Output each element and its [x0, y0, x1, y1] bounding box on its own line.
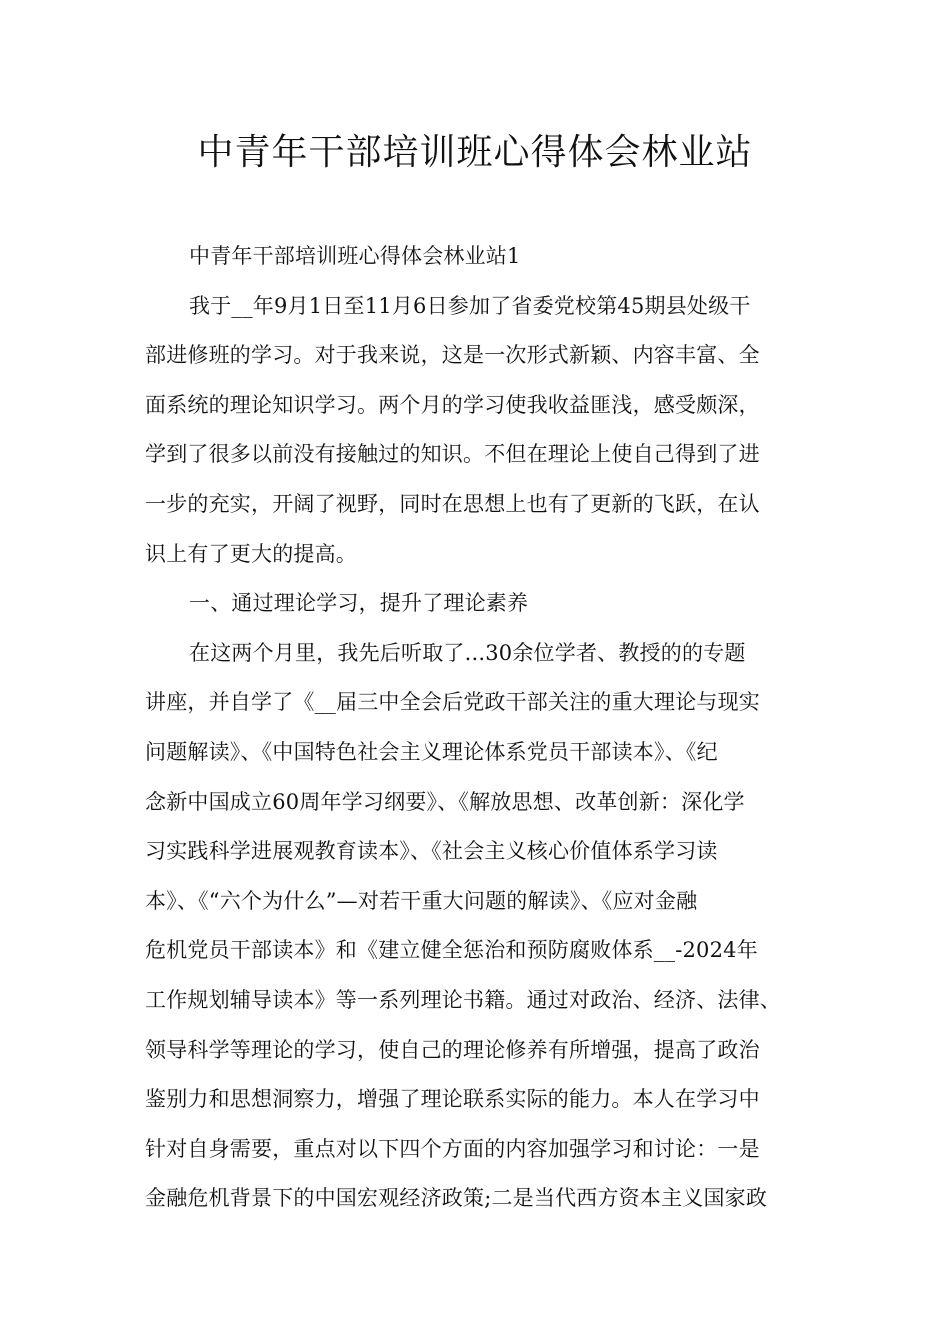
text-line: 讲座，并自学了《__届三中全会后党政干部关注的重大理论与现实	[145, 690, 760, 715]
text-line: 工作规划辅导读本》等一系列理论书籍。通过对政治、经济、法律、	[145, 987, 781, 1012]
section-heading: 一、通过理论学习，提升了理论素养	[189, 591, 529, 616]
text-line: 金融危机背景下的中国宏观经济政策;二是当代西方资本主义国家政	[145, 1186, 768, 1211]
text-line: 识上有了更大的提高。	[145, 541, 357, 566]
text-line: 本》、《“六个为什么”—对若干重大问题的解读》、《应对金融	[145, 888, 698, 913]
text-line: 针对自身需要，重点对以下四个方面的内容加强学习和讨论：一是	[145, 1136, 760, 1161]
text-line: 部进修班的学习。对于我来说，这是一次形式新颖、内容丰富、全	[145, 343, 760, 368]
text-line: 鉴别力和思想洞察力，增强了理论联系实际的能力。本人在学习中	[145, 1087, 760, 1112]
text-line: 面系统的理论知识学习。两个月的学习使我收益匪浅，感受颇深，	[145, 392, 760, 417]
text-line: 学到了很多以前没有接触过的知识。不但在理论上使自己得到了进	[145, 442, 760, 467]
text-line: 问题解读》、《中国特色社会主义理论体系党员干部读本》、《纪	[145, 739, 718, 764]
text-line: 在这两个月里，我先后听取了...30余位学者、教授的的专题	[189, 640, 746, 665]
text-line: 一步的充实，开阔了视野，同时在思想上也有了更新的飞跃，在认	[145, 491, 760, 516]
text-line: 我于__年9月1日至11月6日参加了省委党校第45期县处级干	[189, 293, 751, 318]
text-line: 危机党员干部读本》和《建立健全惩治和预防腐败体系__-2024年	[145, 938, 758, 963]
text-line: 领导科学等理论的学习，使自己的理论修养有所增强，提高了政治	[145, 1037, 760, 1062]
text-line: 习实践科学进展观教育读本》、《社会主义核心价值体系学习读	[145, 839, 718, 864]
document-body	[145, 232, 805, 1224]
text-line: 念新中国成立60周年学习纲要》、《解放思想、改革创新：深化学	[145, 789, 745, 814]
text-line: 中青年干部培训班心得体会林业站1	[189, 244, 521, 268]
page-title: 中青年干部培训班心得体会林业站	[197, 132, 753, 173]
